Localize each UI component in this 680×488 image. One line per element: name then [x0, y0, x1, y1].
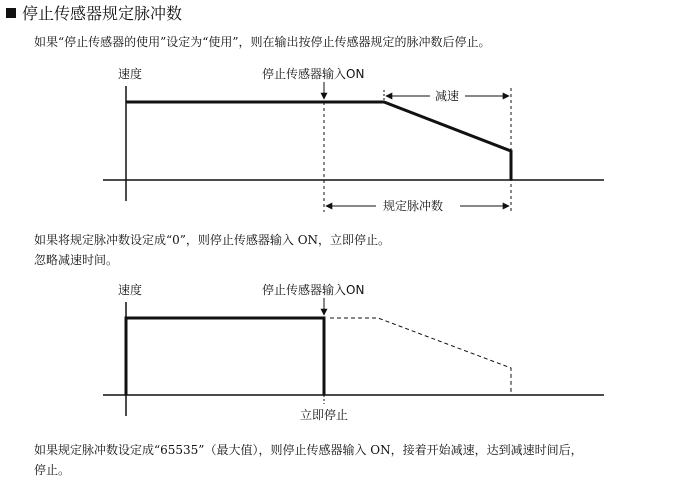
d2-speed-profile — [126, 318, 324, 395]
zero-pulse-paragraph: 如果将规定脉冲数设定成“0”，则停止传感器输入 ON，立即停止。 — [34, 233, 391, 247]
ignore-decel-note: 忽略减速时间。 — [34, 253, 119, 267]
d2-sensor-label: 停止传感器输入ON — [262, 283, 365, 297]
d1-speed-label: 速度 — [118, 67, 143, 81]
d2-speed-label: 速度 — [118, 283, 143, 297]
d2-stop-label: 立即停止 — [300, 408, 349, 422]
d1-decel-label: 减速 — [432, 89, 462, 103]
d1-speed-profile — [126, 102, 511, 180]
intro-paragraph: 如果“停止传感器的使用”设定为“使用”，则在输出按停止传感器规定的脉冲数后停止。 — [34, 35, 491, 49]
max-pulse-paragraph-cont: 停止。 — [34, 463, 71, 477]
d1-sensor-label: 停止传感器输入ON — [262, 67, 365, 81]
d1-pulse-label: 规定脉冲数 — [380, 199, 446, 213]
max-pulse-paragraph: 如果规定脉冲数设定成“65535”（最大值），则停止传感器输入 ON，接着开始减速，达到减速时间后， — [34, 443, 583, 457]
d2-ignored-decel — [330, 318, 511, 395]
heading-text: 停止传感器规定脉冲数 — [22, 4, 183, 23]
